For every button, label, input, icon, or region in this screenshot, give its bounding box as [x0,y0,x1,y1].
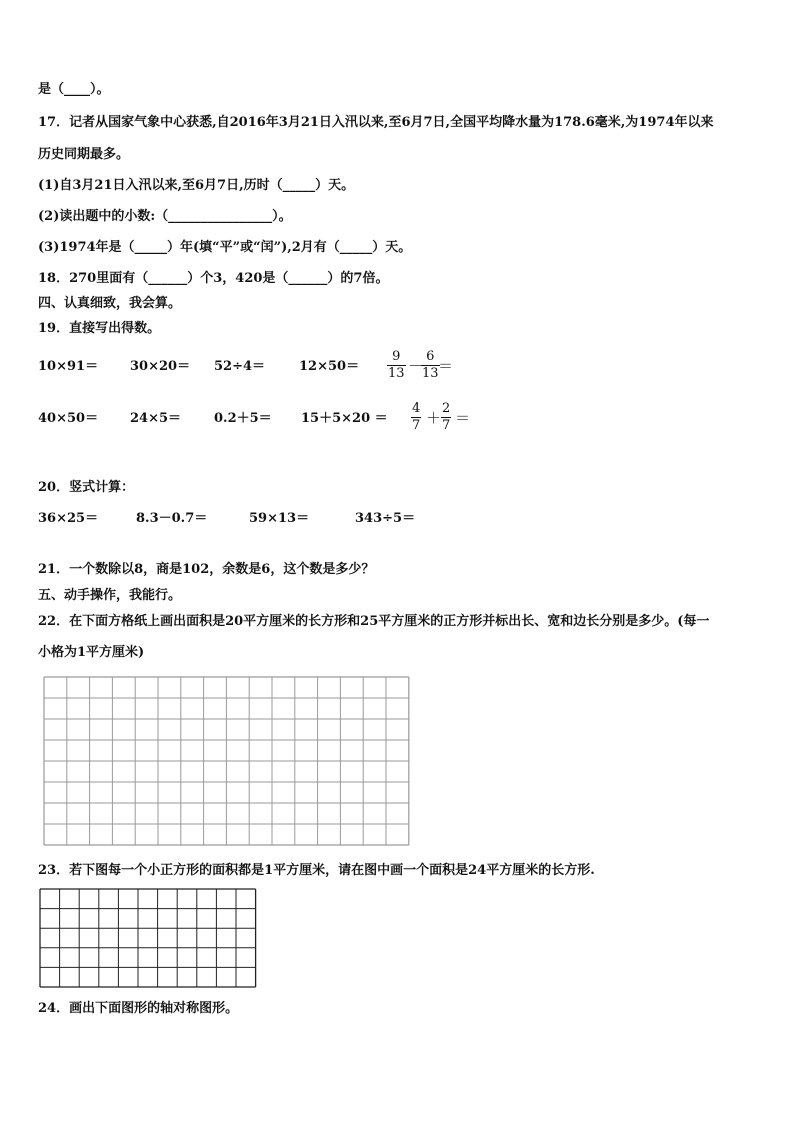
calc-item: 24×5＝ [130,411,182,426]
question-23: 23．若下图每一个小正方形的面积都是1平方厘米，请在图中画一个面积是24平方厘米的长方形. [38,863,595,878]
question-22-cont: 小格为1平方厘米) [38,645,145,660]
fraction-denominator: 7 [442,418,451,433]
question-19: 19．直接写出得数。 [38,321,161,336]
question-17: 17．记者从国家气象中心获悉,自2016年3月21日入汛以来,至6月7日,全国平均降水量为178.6毫米,为1974年以来 [38,115,714,130]
equals-sign: ＝ [455,409,471,427]
question-18: 18．270里面有（______）个3，420是（______）的7倍。 [38,271,389,286]
fraction [387,350,406,381]
fraction [411,402,421,433]
prev-question-tail: 是（____）。 [38,82,110,97]
question-17-cont: 历史同期最多。 [38,147,130,162]
vertical-calc-item: 59×13＝ [249,511,310,526]
question-17-part2: (2)读出题中的小数:（________________）。 [38,209,292,224]
question-17-part1: (1)自3月21日入汛以来,至6月7日,历时（_____）天。 [38,178,355,193]
fraction-numerator: 9 [392,349,401,364]
calc-item: 15＋5×20 ＝ [301,411,388,426]
question-17-part3: (3)1974年是（_____）年(填“平”或“闰”),2月有（_____）天。 [38,240,412,255]
fraction-numerator: 4 [412,401,421,416]
question-20: 20．竖式计算： [38,480,135,495]
calc-item: 10×91＝ [38,359,99,374]
fraction-denominator: 7 [412,418,421,433]
question-22: 22．在下面方格纸上画出面积是20平方厘米的长方形和25平方厘米的正方形并标出长、宽和边长分别是多少。(每一 [38,614,710,629]
question-24: 24．画出下面图形的轴对称图形。 [38,1001,239,1016]
fraction [441,402,451,433]
vertical-calc-item: 36×25＝ [38,511,99,526]
vertical-calc-item: 8.3－0.7＝ [136,511,208,526]
operator: － [408,357,424,375]
operator: ＋ [426,409,442,427]
fraction-denominator: 13 [388,366,405,381]
calc-item: 40×50＝ [38,411,99,426]
fraction-numerator: 6 [426,349,435,364]
vertical-calc-item: 343÷5＝ [355,511,416,526]
section-5-heading: 五、动手操作，我能行。 [38,588,182,603]
fraction-denominator: 13 [422,366,439,381]
equals-sign: ＝ [438,357,454,375]
calc-item: 12×50＝ [299,359,360,374]
graph-paper-grid[interactable] [43,676,413,848]
question-21: 21．一个数除以8，商是102，余数是6，这个数是多少？ [38,562,375,577]
square-grid[interactable] [39,888,260,989]
calc-item: 30×20＝ [130,359,191,374]
calc-item: 52÷4＝ [214,359,266,374]
calc-item: 0.2＋5＝ [214,411,272,426]
fraction-numerator: 2 [442,401,451,416]
fraction [421,350,440,381]
section-4-heading: 四、认真细致，我会算。 [38,296,182,311]
